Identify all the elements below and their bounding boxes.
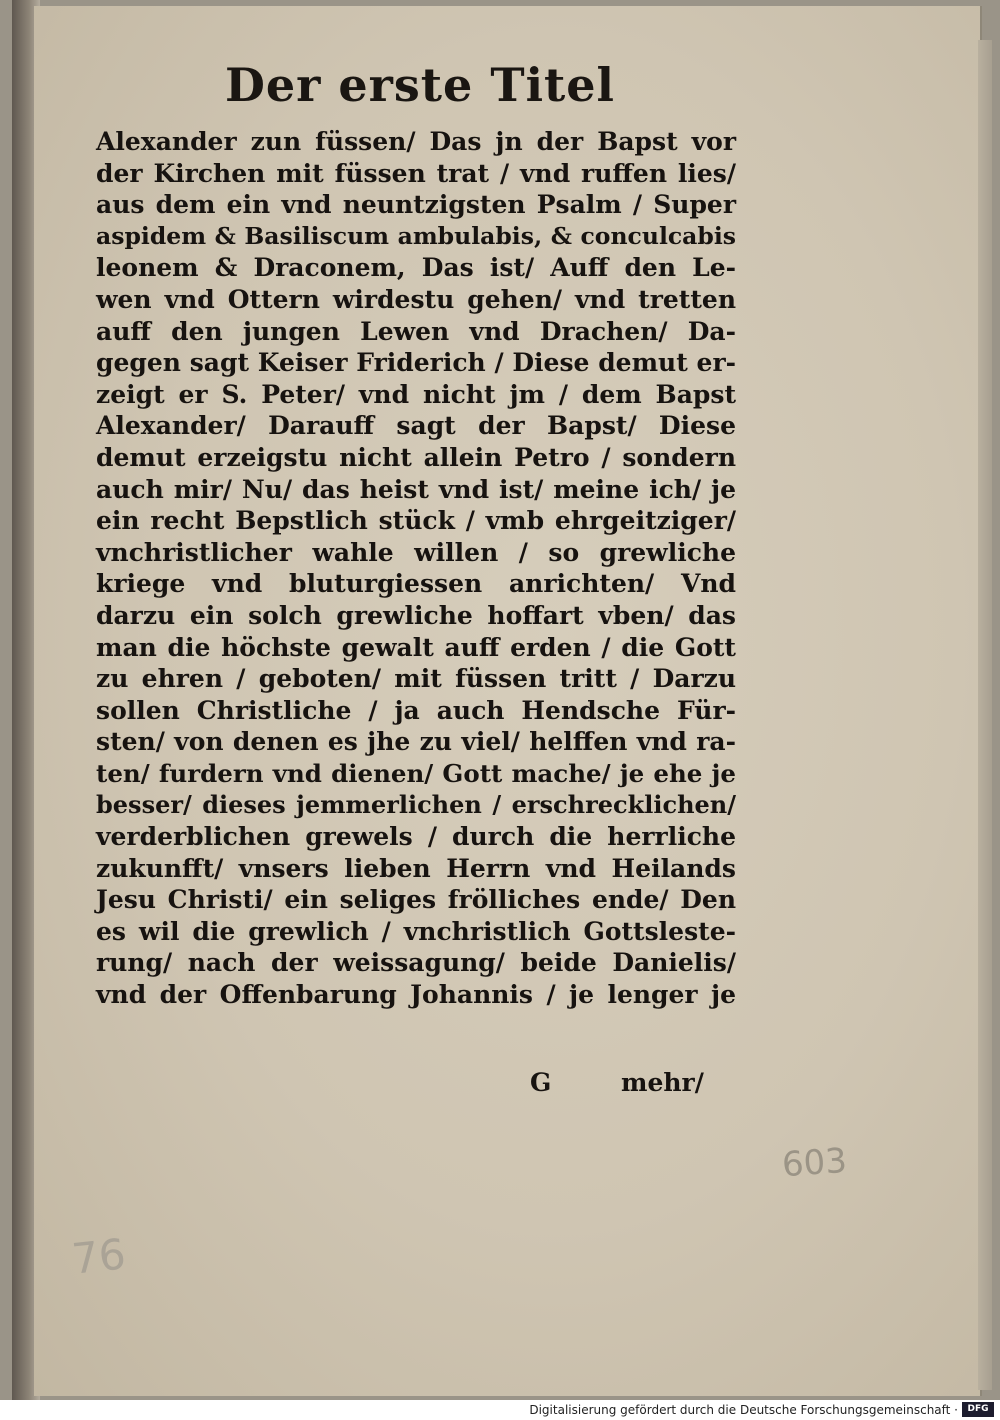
text-line: leonem & Draconem, Das ist/ Auff den Le- <box>96 253 736 283</box>
text-line: Alexander/ Darauff sagt der Bapst/ Diese <box>96 411 736 441</box>
text-line: rung/ nach der weissagung/ beide Danielis/ <box>96 948 736 978</box>
text-line: man die höchste gewalt auff erden / die Gott <box>96 632 736 662</box>
pencil-folio-number: 603 <box>780 1140 849 1186</box>
catchword <box>530 1068 730 1097</box>
text-line: wen vnd Ottern wirdestu gehen/ vnd tretten <box>96 284 736 314</box>
text-line: auch mir/ Nu/ das heist vnd ist/ meine ich/ je <box>96 474 736 504</box>
text-line: vnd der Offenbarung Johannis / je lenger je <box>96 980 736 1010</box>
text-line: zeigt er S. Peter/ vnd nicht jm / dem Bapst <box>96 379 736 409</box>
text-line: sten/ von denen es jhe zu viel/ helffen vnd ra- <box>96 727 736 757</box>
text-line: auff den jungen Lewen vnd Drachen/ Da- <box>96 316 736 346</box>
text-line: es wil die grewlich / vnchristlich Gottsleste- <box>96 916 736 946</box>
text-line: zu ehren / geboten/ mit füssen tritt / Darzu <box>96 664 736 694</box>
signature-mark: G <box>530 1068 552 1097</box>
catchword-text: mehr/ <box>621 1068 704 1097</box>
footer-bar <box>0 1400 1000 1420</box>
text-line: zukunfft/ vnsers lieben Herrn vnd Heilands <box>96 853 736 883</box>
text-line: Alexander zun füssen/ Das jn der Bapst vor <box>96 127 736 156</box>
pencil-margin-number: 76 <box>69 1229 128 1284</box>
text-line: kriege vnd bluturgiessen anrichten/ Vnd <box>96 569 736 599</box>
text-line: sollen Christliche / ja auch Hendsche Für- <box>96 695 736 725</box>
text-line: ten/ furdern vnd dienen/ Gott mache/ je ehe je <box>96 758 736 788</box>
text-line: aspidem & Basiliscum ambulabis, & conculcabis <box>96 221 736 250</box>
text-line: Jesu Christi/ ein seliges frölliches ende/ Den <box>96 885 736 915</box>
text-line: demut erzeigstu nicht allein Petro / sondern <box>96 442 736 472</box>
page-edge <box>978 40 992 1390</box>
footer-credit: Digitalisierung gefördert durch die Deutsche Forschungsgemeinschaft · <box>529 1403 958 1417</box>
page-heading: Der erste Titel <box>225 58 616 112</box>
text-line: verderblichen grewels / durch die herrliche <box>96 822 736 852</box>
text-line: vnchristlicher wahle willen / so grewliche <box>96 537 736 567</box>
text-line: besser/ dieses jemmerlichen / erschrecklichen/ <box>96 790 736 820</box>
dfg-logo: DFG <box>962 1402 994 1417</box>
body-text <box>96 126 736 1011</box>
text-line: darzu ein solch grewliche hoffart vben/ das <box>96 600 736 630</box>
text-line: ein recht Bepstlich stück / vmb ehrgeitziger/ <box>96 506 736 536</box>
text-line: aus dem ein vnd neuntzigsten Psalm / Super <box>96 190 736 220</box>
text-line: gegen sagt Keiser Friderich / Diese demut er- <box>96 348 736 378</box>
text-line: der Kirchen mit füssen trat / vnd ruffen lies/ <box>96 158 736 188</box>
